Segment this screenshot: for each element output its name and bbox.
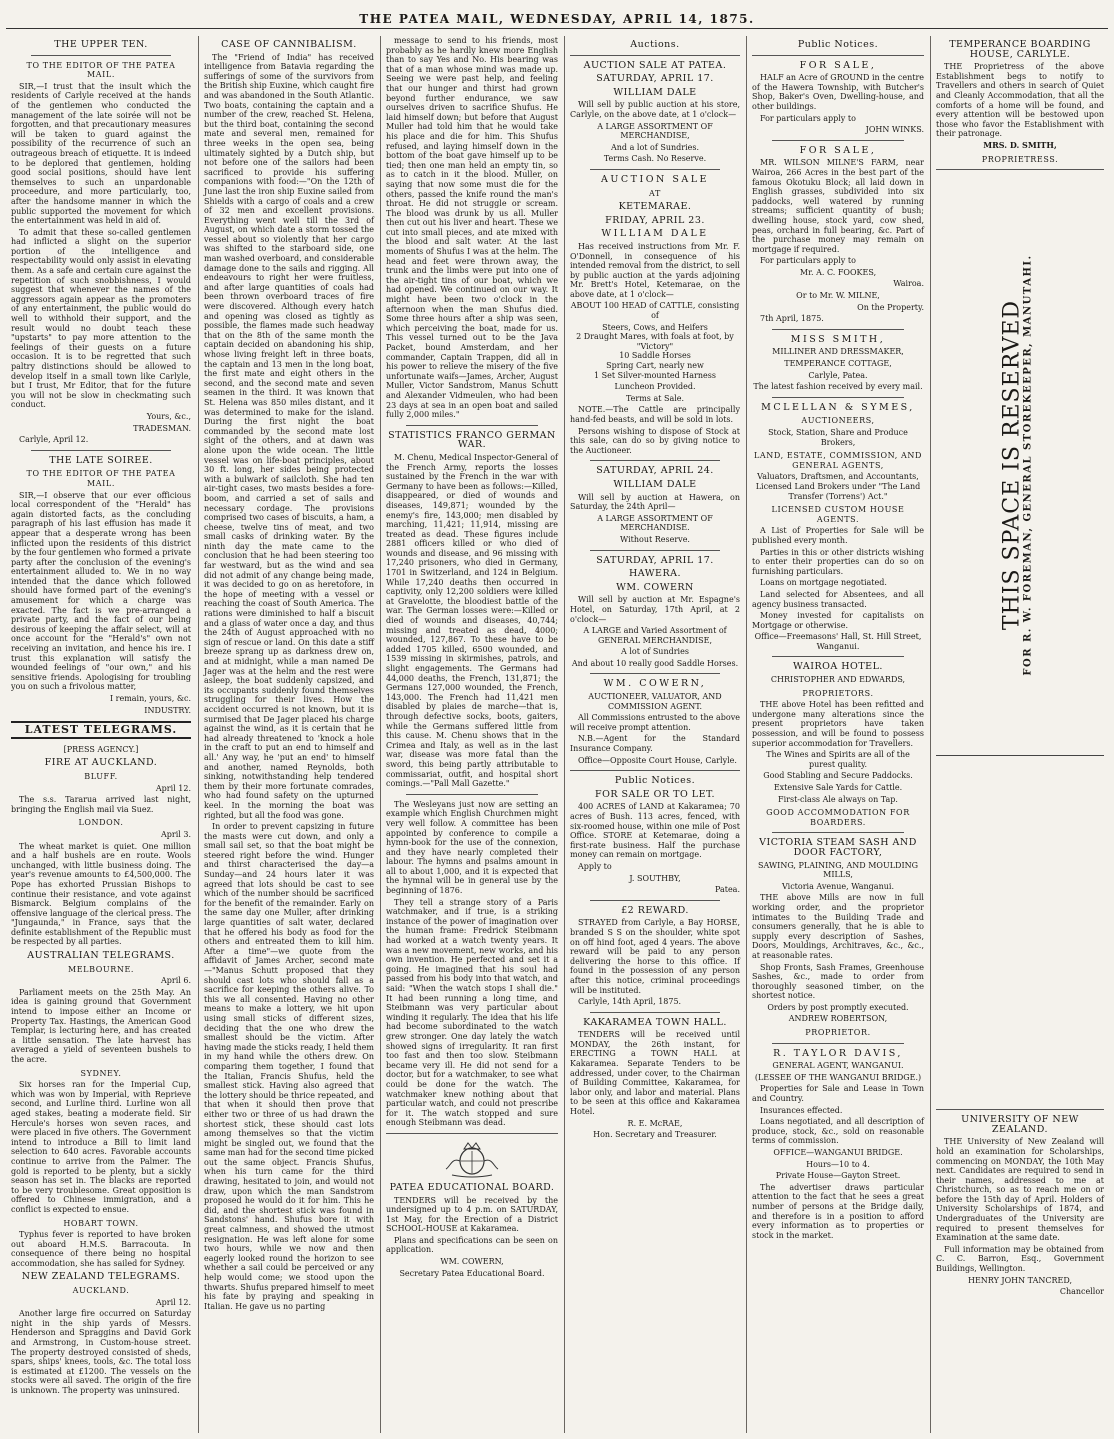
auction-cowern-name: WM. COWERN xyxy=(616,581,694,593)
wairoa-hotel-boarders: GOOD ACCOMMODATION FOR BOARDERS. xyxy=(766,808,910,827)
melbourne-heading: MELBOURNE. xyxy=(67,964,135,974)
taylor-davis-role: GENERAL AGENT, WANGANUI. xyxy=(772,1061,904,1071)
late-soiree-body: SIR,—I observe that our ever officious local correspondent of the "Herald" has again distorted facts, as the concluding paragraph of his last effusion has made it appear that a desperate wrong has been inflicted upon the residents of this district by the four gentlemen who formed a private party after the conclusion of the evening's entertainment alluded to. We in no way intended that the dance which followed should have formed part of the evening's amusement for which a charge was exacted. The fact is we pre-arranged a private party, and the fact of our being desirous of keeping the affair select, will at once account for the "Herald's" own not receiving an invitation, and hence his ire. I trust this explanation will satisfy the wounded feelings of "our own," and his sensitive friends. Apologising for troubling you on such a frivolous matter, xyxy=(11,490,191,692)
statistics-body: M. Chenu, Medical Inspector-General of the French Army, reports the losses sustained by the French in the war with Germany to have been as follows:—Killed, disappeared, or died of wounds and diseases, 149,871; wounded by the enemy's fire, 143,000; men disabled by marching, 11,421; 11,914, missing are treated as dead. These figures include 2881 officers killed or who died of wounds and disease, and 96 missing with 17,240 prisoners, who died in Germany, 1701 in Switzerland, and 124 in Belgium. While 17,240 deaths then occurred in captivity, only 12,200 soldiers were killed at Gravelotte, the bloodiest battle of the war. The German losses were:—Killed or died of wounds and diseases, 40,744; missing and treated as dead, 4000; wounded, 127,867. To these have to be added 1705 killed, 6500 wounded, and 1539 missing in skirmishes, patrols, and slight engagements. The Germans had 44,000 deaths, the French, 131,871; the Germans 127,000 wounded, the French, 143,000. The French had 11,421 men disabled by plaies de marche—that is, through defective socks, boots, gaiters, while the Germans suffered little from this cause. M. Chenu shows that in the Crimea and Italy, as well as in the last war, disease was more fatal than the sword, this being partly attributable to commissariat, outfit, and hospital short comings.—"Pall Mall Gazette." xyxy=(386,452,558,789)
wesleyan-paragraph: The Wesleyans just now are setting an example which English Churchmen might very well follow. A committee has been appointed by conference to compile a hymn-book for the use of the connexion, and they have nearly completed their labour. The hymns and psalms amount in all to about 1,000, and it is expected that the hymnal will be in general use by the beginning of 1876. xyxy=(386,799,558,896)
royal-crest-icon xyxy=(442,1139,502,1179)
university-body: THE University of New Zealand will hold an examination for Scholarships, commencing on MONDAY, the 10th May next. Candidates are required to send in their names, addressed to me at Christchurch, so as to reach me on or before the 15th day of April. Holders of University Scholarships of 1874, and Undergraduates of the University are required to present themselves for Examination at the same date. xyxy=(936,1137,1104,1243)
taylor-davis-title: R. TAYLOR DAVIS, xyxy=(773,1047,903,1059)
cannibalism-body-1: The "Friend of India" has received intelligence from Batavia regarding the sufferings of some of the survivors from the British ship Euxine, which caught fire and was abandoned in the South Atlantic. Two boats, containing the captain and a number of the crew, reached St. Helena, but the third boat, containing the second mate and several men, remained for three weeks in the open sea, being ultimately sighted by a Dutch ship, but not before one of the sailors had been sacrificed to provide his suffering companions with food:—"On the 12th of June last the iron ship Euxine sailed from Shields with a cargo of coals and a crew of 32 men and excellent provisions. Everything went well till the 3rd of August, on which date a storm tossed the vessel about so violently that her cargo was shifted to the starboard side, one man washed overboard, and considerable damage done to the sails and rigging. All endeavours to right her were fruitless, and after large quantities of coals had been thrown overboard traces of fire were discovered. Although every hatch and opening was closed as tightly as possible, the flames made such headway that on the 8th of the same month the captain decided on abandoning his ship, whose living freight left in three boats, the captain and 13 men in the long boat, the first mate and eight others in the second, and the second mate and seven seamen in the third. It was known that St. Helena was 850 miles distant, and it was determined to make for the island. During the first night the boat commanded by the second mate lost sight of the others, and at dawn was alone upon the wide ocean. The little vessel was on life-boat principles, about 30 ft. long, her sides being protected with a bulwark of sailcloth. She had ten air-tight cases, two masts besides a fore-boom, and carried a set of sails and necessary cordage. The provisions comprised two cases of biscuits, a ham, a cheese, twelve tins of meat, and two small casks of drinking water. By the ninth day the mate came to the conclusion that he had been steering too far westward, but as the wind and sea did not admit of any change being made, it was decided to go on as heretofore, in the hope of meeting with a vessel or reaching the coast of South America. The rations were diminished to half a biscuit and a glass of water once a day, and thus the 24th of August approached with no sign of rescue or land. On this date a stiff breeze sprang up as darkness drew on, and at midnight, while a man named De Jager was at the helm and the rest were asleep, the boat suddenly capsized, and its occupants suddenly found themselves struggling for their lives. How the accident occurred is not known, but it is surmised that De Jager placed his charge against the wind, as it is certain that he had already threatened to 'knock a hole in the craft to put an end to himself and all.' Any way, he 'put an end' to himself and another, named Reynolds, both sinking, notwithstanding help tendered them by their more fortunate comrades, who had found safety on the upturned keel. In the morning the boat was righted, but all the food was gone. xyxy=(204,52,374,820)
miss-smith-role: MILLINER AND DRESSMAKER, xyxy=(772,347,904,357)
upper-ten-signed: TRADESMAN. xyxy=(133,423,191,433)
reserved-space xyxy=(936,175,1104,756)
for-sale-2-name-1: Mr. A. C. FOOKES, xyxy=(799,267,877,277)
auction-cowern-place: HAWERA. xyxy=(629,568,681,580)
auction-ketemarae-body: Has received instructions from Mr. F. O'Donnell, in consequence of his intended removal from the district, to sell by public auction at the yards adjoining Mr. Brett's Hotel, Ketemarae, on the above date, at 1 o'clock— xyxy=(570,241,740,299)
london-heading: LONDON. xyxy=(78,818,124,828)
university-name: HENRY JOHN TANCRED, xyxy=(967,1275,1073,1285)
auction-cowern-saddle: And about 10 really good Saddle Horses. xyxy=(571,658,739,668)
taylor-davis-office: OFFICE—WANGANUI BRIDGE. xyxy=(773,1148,903,1157)
taylor-davis-hours: Hours—10 to 4. xyxy=(806,1159,870,1169)
auction-ketemarae-name: WILLIAM DALE xyxy=(601,228,709,240)
wairoa-hotel-names: CHRISTOPHER AND EDWARDS, xyxy=(770,675,906,685)
for-sale-1-apply: For particulars apply to xyxy=(760,113,856,123)
cowern-ad-body: All Commissions entrusted to the above will receive prompt attention. xyxy=(570,713,740,732)
wairoa-hotel-role: PROPRIETORS. xyxy=(802,688,874,698)
column-4 xyxy=(564,36,745,1433)
column-5 xyxy=(746,36,929,1433)
town-hall-title: KAKARAMEA TOWN HALL. xyxy=(583,1016,727,1028)
cowern-ad-role: AUCTIONEER, VALUATOR, AND COMMISSION AGENT. xyxy=(588,692,722,711)
reward-date: Carlyle, 14th April, 1875. xyxy=(578,997,682,1007)
educational-board-title: PATEA EDUCATIONAL BOARD. xyxy=(389,1181,555,1193)
mclellan-body-4: Land selected for Absentees, and all agency business transacted. xyxy=(752,589,924,609)
bluff-heading: BLUFF. xyxy=(84,771,118,781)
victoria-shop: Shop Fronts, Sash Frames, Greenhouse Sashes, &c., made to order from thoroughly seasoned timber, on the shortest notice. xyxy=(752,962,924,1001)
wairoa-hotel-ale: First-class Ale always on Tap. xyxy=(778,794,898,804)
auction-ketemarae-title: AUCTION SALE xyxy=(601,173,709,185)
auction-cowern-sundries: A lot of Sundries xyxy=(621,647,689,657)
auckland-heading: AUCKLAND. xyxy=(72,1286,130,1296)
auction-hawera-date: SATURDAY, APRIL 24. xyxy=(596,465,714,477)
mclellan-sub: Stock, Station, Share and Produce Brokers, xyxy=(768,428,908,447)
for-sale-2-apply: For particulars apply to xyxy=(760,256,856,266)
mclellan-valuators: Valuators, Draftsmen, and Accountants, Licensed Land Brokers under "The Land Transfer (Torrens') Act." xyxy=(755,472,921,501)
sale-to-let-place: Patea. xyxy=(714,885,740,895)
university-info: Full information may be obtained from C. C. Barron, Esq., Government Buildings, Wellington. xyxy=(936,1244,1104,1274)
cannibalism-title: CASE OF CANNIBALISM. xyxy=(221,39,357,50)
miss-smith-body: The latest fashion received by every mail. xyxy=(753,382,923,392)
auction-patea-date: SATURDAY, APRIL 17. xyxy=(596,73,714,85)
mclellan-land: LAND, ESTATE, COMMISSION, AND GENERAL AGENTS, xyxy=(753,451,923,470)
auction-patea-terms: Terms Cash. No Reserve. xyxy=(603,154,707,164)
nz-telegrams-title: NEW ZEALAND TELEGRAMS. xyxy=(21,1271,181,1283)
auction-patea-title: AUCTION SALE AT PATEA. xyxy=(583,59,727,71)
hobart-body: Typhus fever is reported to have broken out aboard H.M.S. Barracouta. In consequence of there being no hospital accommodation, she has sailed for Sydney. xyxy=(11,1230,191,1268)
upper-ten-body-2: To admit that these so-called gentlemen had inflicted a slight on the superior portion of the intelligence and respectability would only assist in elevating them. As a safe and certain cure against the repetition of such snobbishness, I would suggest that whenever the names of the aggressors again appear as the promoters of any entertainment, the public would do well to withhold their support, and the result would no doubt teach these "upstarts" to pay more attention to the feelings of their guests on a future occasion. It is to be regretted that such paltry distinctions should be allowed to develop itself in a small town like Carlyle, but I trust, Mr Editor, that for the future you will not be slow in checkmating such conduct. xyxy=(11,227,191,410)
cannibalism-body-2: In order to prevent capsizing in future the masts were cut down, and only a small sail set, so that the boat might be steered right before the wind. Hunger and thirst characterised the day—a Sunday—and 24 hours later it was agreed that lots should be cast to see which of the number should be sacrificed for the benefit of the remainder. Early on the same day one Muller, after drinking large quantities of salt water, declared that he offered his body as food for the others and entreated them to kill him. After a time"—we quote from the affidavit of James Archer, second mate—"Manus Schutt proposed that they should cast lots who should fall as a sacrifice for keeping the others alive. To this we all consented. Having no other means to make a lottery, we hit upon using small sticks of different sizes, deciding that the one who drew the smallest should be the victim. After having made the sticks ready, I held them in my hand while the others drew. On comparing them together, I found that the Italian, Francis Shufus, held the smallest stick. Having also agreed that the lottery should be thrice repeated, and that when it should then prove that either two or three of us had drawn the shortest stick, these should cast lots among themselves so that the victim might be singled out, we found that the same man had for the second time picked out the same object. Francis Shufus, when his turn came for the third drawing, hesitated to join, and would not draw, upon which the man Sandstrom proposed he would do it for him. This he did, and the shortest stick was found in Sandstons' hand. Shufus bore it with great calmness, and showed the utmost resignation. He was left alone for some two hours, while we now and then eagerly looked round the horizon to see whether a sail could be perceived or any help would come; we stood upon the thwarts. Shufus prepared himself to meet his fate by praying and speaking in Italian. He gave us no parting xyxy=(204,822,374,1311)
public-notices-header: Public Notices. xyxy=(614,775,696,787)
auction-hawera-reserve: Without Reserve. xyxy=(620,534,690,544)
auction-patea-item: A LARGE ASSORTMENT OF MERCHANDISE, xyxy=(597,121,713,141)
for-sale-2-body: MR. WILSON MILNE'S FARM, near Wairoa, 266 Acres in the best part of the famous Okotuku Block; all laid down in English grasses, subdivided into six paddocks, well watered by running streams; sufficient quantity of bush; dwelling house, stock yard, cow shed, peas, orchard in full bearing, &c. Part of the purchase money may remain on mortgage if required. xyxy=(752,158,924,254)
wairoa-hotel-wines: The Wines and Spirits are all of the purest quality. xyxy=(766,750,910,769)
miss-smith-addr-2: Carlyle, Patea. xyxy=(808,370,868,380)
auction-ketemarae-terms: Terms at Sale. xyxy=(625,393,685,403)
auction-patea-body: Will sell by public auction at his store, Carlyle, on the above date, at 1 o'clock— xyxy=(570,100,740,119)
auction-cowern-date: SATURDAY, APRIL 17. xyxy=(596,554,714,566)
late-soiree-signed: INDUSTRY. xyxy=(144,705,191,715)
sale-to-let-title: FOR SALE OR TO LET. xyxy=(595,788,715,800)
victoria-addr: Victoria Avenue, Wanganui. xyxy=(782,881,894,891)
educational-board-name: WM. COWERN, xyxy=(440,1257,504,1267)
upper-ten-title: THE UPPER TEN. xyxy=(54,39,148,50)
cannibalism-continued: message to send to his friends, most probably as he hardly knew more English than to say Yes and No. His bearing was that of a man whose mind was made up. Seeing we were past help, and feeling that our hunger and thirst had grown beyond further endurance, we saw ourselves driven to sacrifice Shufus. He laid himself down; but before that August Muller had told him that he would take his place and die for him. This Shufus refused, and laying himself down in the bottom of the boat gave himself up to be tied; then one man held an empty tin, so as to catch in it the blood. Muller, on saying that now some must die for the others, passed the knife round the man's throat. He did not struggle or scream. The blood was drunk by us all. Muller then cut out his liver and heart. These we cut into small pieces, and ate mixed with the blood and salt water. At the last moments of Shufus I was at the helm. The head and feet were thrown away, the trunk and the limbs were put into one of the air-tight tins of our boat, which we had opened. We continued on our way. It might have been two o'clock in the afternoon when the man Shufus died. Some three hours after a ship was seen, which perceiving the boat, made for us. This vessel turned out to be the Java Packet, bound Amsterdam, and her commander, Captain Trappen, did all in his power to relieve the misery of the five unfortunate waifs—James, Archer, August Muller, Victor Sandstrom, Manus Schutt and Alexander Vidmeulen, who had been 23 days at sea in an open boat and sailed fully 2,000 miles." xyxy=(386,36,558,420)
column-2 xyxy=(198,36,379,1433)
mclellan-body-5: Money invested for capitalists on Mortgage or otherwise. xyxy=(752,611,924,630)
melbourne-body: Parliament meets on the 25th May. An idea is gaining ground that Government intend to impose either an Income or Property Tax. Hastings, the American Good Templar, is lecturing here, and has created a little sensation. The late harvest has averaged a yield of seventeen bushels to the acre. xyxy=(11,987,191,1064)
wairoa-hotel-body: THE above Hotel has been refitted and undergone many alterations since the present proprietors have taken possession, and will be found to possess superior accommodation for Travellers. xyxy=(752,700,924,748)
reserved-sub: FOR R. W. FOREMAN, GENERAL STOREKEEPER, MANUTAHI. xyxy=(1022,254,1033,676)
auction-ketemarae-cattle: ABOUT 100 HEAD of CATTLE, consisting of xyxy=(570,301,740,321)
london-body: The wheat market is quiet. One million and a half bushels are en route. Wools unchanged, with little business doing. The year's revenue amounts to £4,500,000. The Pope has exhorted Prussian Bishops to continue their resistance, and vote against Bismarck. Belgium complains of the offensive language of the clerical press. The "Jungaunda," in France, says that the definite establishment of the Republic must be respected by all parties. xyxy=(11,841,191,947)
for-sale-1-name: JOHN WINKS. xyxy=(865,125,924,135)
for-sale-2-name-2: Or to Mr. W. MILNE, xyxy=(796,291,880,301)
university-role: Chancellor xyxy=(1059,1287,1104,1297)
column-6 xyxy=(930,36,1109,1433)
melbourne-date: April 6. xyxy=(160,976,191,986)
town-hall-role: Hon. Secretary and Treasurer. xyxy=(593,1130,717,1140)
taylor-davis-body-3: Loans negotiated, and all description of produce, stock, &c., sold on reasonable terms of commission. xyxy=(752,1117,924,1146)
mclellan-role: AUCTIONEERS, xyxy=(801,416,875,426)
auction-patea-sundries: And a lot of Sundries. xyxy=(610,142,700,152)
auction-ketemarae-note: NOTE.—The Cattle are principally hand-fed beasts, and will be sold in lots. xyxy=(570,405,740,424)
taylor-davis-body-1: Properties for Sale and Lease in Town and Country. xyxy=(752,1084,924,1104)
statistics-title: STATISTICS FRANCO GERMAN WAR. xyxy=(388,429,556,451)
victoria-body: THE above Mills are now in full working order, and the proprietor intimates to the Building Trade and consumers generally, that he is able to supply every description of Sashes, Doors, Mouldings, Architraves, &c., &c., at reasonable rates. xyxy=(752,893,924,960)
mclellan-body-3: Loans on mortgage negotiated. xyxy=(760,578,887,588)
fire-title: FIRE AT AUCKLAND. xyxy=(44,757,158,769)
taylor-davis-lessee: (LESSEE OF THE WANGANUI BRIDGE.) xyxy=(754,1072,922,1082)
auction-ketemarae-list: Steers, Cows, and Heifers 2 Draught Mares, with foals at foot, by "Victory" 10 Saddle Horses Spring Cart, nearly new 1 Set Silver-mounted Harness xyxy=(576,322,734,380)
sydney-body: Six horses ran for the Imperial Cup, which was won by Imperial, with Reprieve second, and Lurline third. Lurline won all aged stakes, beating a moderate field. Sir Hercule's horses won seven races, and were placed in five others. The Government intend to introduce a Bill to limit land selection to 640 acres. Favorable accounts continue to arrive from the Palmer. The gold is reported to be plenty, but a sickly season has set in. The blacks are reported to be very troublesome. Great opposition is offered to Chinese immigration, and a conflict is expected to ensue. xyxy=(11,1080,191,1214)
public-notices-header-2: Public Notices. xyxy=(797,39,879,50)
for-sale-2-place-1: Wairoa. xyxy=(893,279,924,289)
auction-ketemarae-date: FRIDAY, APRIL 23. xyxy=(605,214,705,226)
for-sale-2-place-2: On the Property. xyxy=(857,302,924,312)
mclellan-title: MCLELLAN & SYMES, xyxy=(761,401,915,413)
auction-ketemarae-stock: Persons wishing to dispose of Stock at this sale, can do so by giving notice to the Auctioneer. xyxy=(570,426,740,455)
auction-hawera-item: A LARGE ASSORTMENT OF MERCHANDISE. xyxy=(597,513,713,533)
sale-to-let-body: 400 ACRES of LAND at Kakaramea; 70 acres of Bush. 113 acres, fenced, with six-roomed house, within one mile of Post Office. STORE at Ketemarae, doing a first-rate business. Half the purchase money can remain on mortgage. xyxy=(570,802,740,860)
town-hall-name: R. E. McRAE, xyxy=(627,1118,683,1128)
for-sale-2-date: 7th April, 1875. xyxy=(760,314,824,324)
for-sale-1-title: FOR SALE, xyxy=(799,59,877,71)
mclellan-office: Office—Freemasons' Hall, St. Hill Street, Wanganui. xyxy=(754,632,922,651)
auction-ketemarae-place: KETEMARAE. xyxy=(618,201,692,213)
cowern-ad-office: Office—Opposite Court House, Carlyle. xyxy=(578,755,737,765)
mclellan-body-2: Parties in this or other districts wishing to enter their properties can do so on furnishing particulars. xyxy=(752,547,924,576)
temperance-name: MRS. D. SMITH, xyxy=(983,139,1057,150)
temperance-title: TEMPERANCE BOARDING HOUSE, CARLYLE. xyxy=(949,39,1091,60)
auction-ketemarae-at: AT xyxy=(649,188,661,198)
column-1 xyxy=(6,36,196,1433)
victoria-sub: SAWING, PLAINING, AND MOULDING MILLS, xyxy=(758,860,918,880)
mclellan-body-1: A List of Properties for Sale will be published every month. xyxy=(752,526,924,545)
column-3 xyxy=(380,36,563,1433)
educational-board-body: TENDERS will be received by the undersigned up to 4 p.m. on SATURDAY, 1st May, for the Erection of a District SCHOOL-HOUSE at Kakaramea. xyxy=(386,1195,558,1234)
auckland-date: April 12. xyxy=(155,1297,191,1307)
wairoa-hotel-yards: Extensive Sale Yards for Cattle. xyxy=(773,783,903,792)
auction-ketemarae-luncheon: Luncheon Provided. xyxy=(614,382,696,392)
temperance-body: THE Proprietress of the above Establishment begs to notify to Travellers and others in search of Quiet and Cleanly Accommodation, that all the comforts of a home will be found, and every attention will be bestowed upon those who favor the Establishment with their patronage. xyxy=(936,62,1104,139)
educational-board-role: Secretary Patea Educational Board. xyxy=(399,1268,545,1278)
auckland-body: Another large fire occurred on Saturday night in the ship yards of Messrs. Henderson and Spraggins and David Gork and Armstrong, in Custom-house street. The property destroyed consisted of sheds, spars, ships' knees, tools, &c. The total loss is estimated at £1200. The vessels on the stocks were all saved. The origin of the fire is unknown. The property was uninsured. xyxy=(11,1309,191,1395)
town-hall-body: TENDERS will be received until MONDAY, the 26th instant, for ERECTING a TOWN HALL at Kakaramea. Separate Tenders to be addressed, under cover, to the Chairman of Building Committee, Kakaramea, for labor only, and labor and material. Plans to be seen at this office and Kakaramea Hotel. xyxy=(570,1030,740,1117)
temperance-role: PROPRIETRESS. xyxy=(981,154,1059,164)
university-title: UNIVERSITY OF NEW ZEALAND. xyxy=(961,1114,1079,1135)
victoria-role: PROPRIETOR. xyxy=(805,1028,871,1038)
taylor-davis-house: Private House—Gayton Street. xyxy=(775,1171,901,1181)
cowern-ad-nb: N.B.—Agent for the Standard Insurance Company. xyxy=(570,734,740,754)
late-soiree-yours: I remain, yours, &c. xyxy=(109,694,191,703)
for-sale-1-body: HALF an Acre of GROUND in the centre of the Hawera Township, with Butcher's Shop, Baker's Oven, Dwelling-house, and other buildings. xyxy=(752,73,925,111)
upper-ten-to: TO THE EDITOR OF THE PATEA MAIL. xyxy=(26,60,176,80)
auction-cowern-item: A LARGE and Varied Assortment of GENERAL MERCHANDISE, xyxy=(583,626,727,645)
cowern-ad-name: WM. COWERN, xyxy=(603,678,707,690)
taylor-davis-body-2: Insurances effected. xyxy=(760,1105,843,1115)
blank-space xyxy=(936,764,1104,1104)
sale-to-let-apply: Apply to xyxy=(578,861,612,871)
latest-telegrams-title: LATEST TELEGRAMS. xyxy=(11,721,191,739)
mclellan-customs: LICENSED CUSTOM HOUSE AGENTS. xyxy=(771,505,905,524)
auctions-header: Auctions. xyxy=(630,39,680,50)
miss-smith-addr-1: TEMPERANCE COTTAGE, xyxy=(784,359,892,369)
australian-telegrams-title: AUSTRALIAN TELEGRAMS. xyxy=(27,950,175,962)
auction-hawera-body: Will sell by auction at Hawera, on Saturday, the 24th April— xyxy=(570,492,740,512)
bluff-body: The s.s. Tararua arrived last night, bringing the English mail via Suez. xyxy=(11,795,191,814)
london-date: April 3. xyxy=(160,829,191,839)
upper-ten-yours: Yours, &c., xyxy=(146,411,191,421)
sale-to-let-name: J. SOUTHBY, xyxy=(629,873,681,883)
upper-ten-body-1: SIR,—I trust that the insult which the residents of Carlyle received at the hands of the gentlemen who conducted the management of the late soirée will not be forgotten, and that precautionary measures will be taken to guard against the possibility of the recurrence of such an outrageous breach of etiquette. It is indeed to be deplored that gentlemen, holding good social positions, should have lent themselves to such an unpardonable proceedure, and more particularly, too, after the handsome manner in which the public supported the movement for which the entertainment was held in aid of. xyxy=(11,81,191,226)
press-agency: [PRESS AGENCY.] xyxy=(63,744,139,754)
victoria-name: ANDREW ROBERTSON, xyxy=(788,1014,888,1024)
masthead: THE PATEA MAIL, WEDNESDAY, APRIL 14, 1875. xyxy=(6,10,1108,29)
for-sale-2-title: FOR SALE, xyxy=(799,144,877,156)
bluff-date: April 12. xyxy=(155,783,191,793)
hobart-heading: HOBART TOWN. xyxy=(63,1218,139,1228)
columns xyxy=(6,36,1108,1433)
reward-title: £2 REWARD. xyxy=(621,904,689,916)
wairoa-hotel-stabling: Good Stabling and Secure Paddocks. xyxy=(763,771,913,781)
late-soiree-title: THE LATE SOIREE. xyxy=(49,454,153,466)
wairoa-hotel-title: WAIROA HOTEL. xyxy=(793,661,883,673)
sydney-heading: SYDNEY. xyxy=(80,1068,122,1078)
educational-board-plans: Plans and specifications can be seen on application. xyxy=(386,1235,558,1255)
taylor-davis-note: The advertiser draws particular attention to the fact that he sees a great number of persons at the Bridge daily, and therefore is in a position to afford every information as to properties or stock in the market. xyxy=(752,1182,924,1240)
victoria-orders: Orders by post promptly executed. xyxy=(767,1002,909,1012)
upper-ten-place: Carlyle, April 12. xyxy=(19,435,89,445)
victoria-title: VICTORIA STEAM SASH AND DOOR FACTORY, xyxy=(759,837,917,858)
auction-cowern-body: Will sell by auction at Mr. Espagne's Hotel, on Saturday, 17th April, at 2 o'clock— xyxy=(570,595,740,624)
watchmaker-paragraph: They tell a strange story of a Paris watchmaker, and if true, is a striking instance of the power of imagination over the human frame: Fredrick Steibmann had worked at a watch twenty years. It was a new movement, new works, and his own invention. He perfected and set it a going. He imagined that his soul had passed from his body into that watch, and said: "When the watch stops I shall die." It had been running a long time, and Steibmann was very particular about winding it regularly. The idea that his life had become subordinated to the watch grew stronger. One day lately the watch showed signs of irregularity. It ran first too fast and then too slow. Steibmann became very ill. He did not send for a doctor, but for a watchmaker, to see what could be done for the watch. The watchmaker knew nothing about that particular watch, and could not prescribe for it. The watch stopped and sure enough Steibmann was dead. xyxy=(386,897,558,1128)
miss-smith-title: MISS SMITH, xyxy=(790,333,886,345)
auction-hawera-name: WILLIAM DALE xyxy=(613,478,697,490)
reward-body: STRAYED from Carlyle, a Bay HORSE, branded S S on the shoulder, white spot on off hind foot, aged 4 years. The above reward will be paid to any person delivering the horse to this office. If found in the possession of any person after this notice, criminal proceedings will be instituted. xyxy=(570,918,740,995)
auction-patea-name: WILLIAM DALE xyxy=(613,86,697,98)
late-soiree-to: TO THE EDITOR OF THE PATEA MAIL. xyxy=(26,469,176,488)
reserved-main: THIS SPACE IS RESERVED xyxy=(999,300,1025,631)
